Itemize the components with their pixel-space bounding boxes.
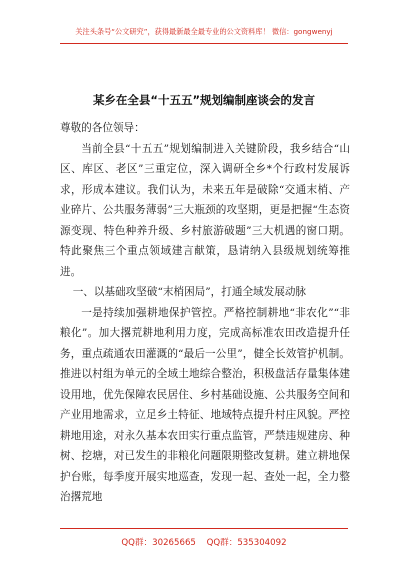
document-title: 某乡在全县“十五五”规划编制座谈会的发言 xyxy=(92,93,316,107)
paragraph-intro: 当前全县“十五五”规划编制进入关键阶段，我乡结合“山区、库区、老区”三重定位，深入调研全乡*个行政村发展诉求，形成本建议。我们认为，未来五年是破除“交通末梢、产业碎片、公共服务薄弱”三大瓶颈的攻坚期，更是把握“生态资源变现、特色种养升级、乡村旅游破题”三大机遇的窗口期。特此聚焦三个重点领域建言献策，恳请纳入县级规划统筹推进。 xyxy=(60,142,350,278)
document-body xyxy=(60,118,350,508)
salutation: 尊敬的各位领导： xyxy=(60,122,145,134)
paragraph-body: 一是持续加强耕地保护管控。严格控制耕地“非农化”“非粮化”。加大撂荒耕地利用力度，完成高标准农田改造提升任务，重点疏通农田灌溉的“最后一公里”，健全长效管护机制。推进以村组为单元的全域土地综合整治，积极盘活存量集体建设用地，优先保障农民居住、乡村基础设施、公共服务空间和产业用地需求，立足乡土特征、地域特点提升村庄风貌。严控耕地用途，对永久基本农田实行重点监管，严禁违规建房、种树、挖塘，对已发生的非粮化问题限期整改复耕。建立耕地保护台账，每季度开展实地巡查，发现一起、查处一起，全力整治撂荒地 xyxy=(60,306,350,503)
section-heading: 一、以基础攻坚破“末梢困局”，打通全域发展动脉 xyxy=(72,286,307,298)
header-banner: 关注头条号“公文研究”，获得最新最全最专业的公文资料库！ 微信：gongwenyj xyxy=(75,27,333,36)
footer-qq-group-1: QQ群：30265665 xyxy=(121,538,196,548)
footer-contact xyxy=(0,536,408,548)
footer-divider xyxy=(60,528,348,529)
header-divider xyxy=(60,43,348,44)
footer-qq-group-2: QQ群：535304092 xyxy=(206,538,287,548)
